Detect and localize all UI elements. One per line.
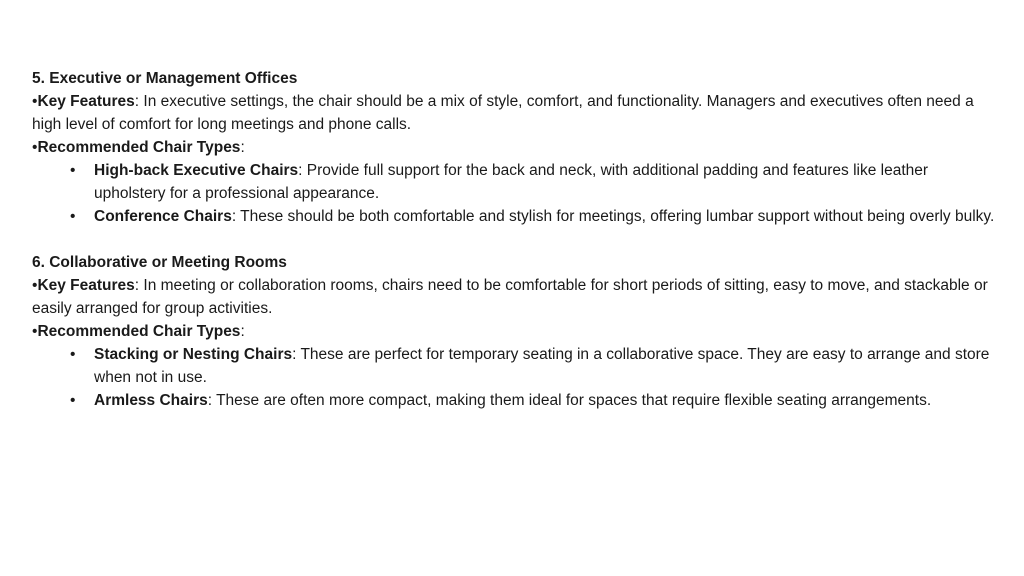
chair-type-label: High-back Executive Chairs xyxy=(94,162,299,179)
slide-content xyxy=(32,67,1000,412)
recommended-types-text: : xyxy=(240,139,245,156)
list-item xyxy=(32,389,1000,412)
chair-type-text: : These are often more compact, making them ideal for spaces that require flexible seating arrangements. xyxy=(207,392,932,409)
key-features-text: : In meeting or collaboration rooms, chairs need to be comfortable for short periods of sitting, easy to move, and stackable or easily arranged for group activities. xyxy=(32,277,988,317)
key-features-label: Key Features xyxy=(37,277,135,294)
key-features-text: : In executive settings, the chair should be a mix of style, comfort, and functionality. Managers and executives often need a high level of comfort for long meetings and phone calls. xyxy=(32,93,974,133)
recommended-types-paragraph xyxy=(32,136,1000,159)
section-title: 6. Collaborative or Meeting Rooms xyxy=(32,254,287,271)
list-item xyxy=(32,205,1000,228)
section-title: 5. Executive or Management Offices xyxy=(32,70,298,87)
key-features-paragraph xyxy=(32,90,1000,136)
section-executive-offices xyxy=(32,67,1000,228)
list-item xyxy=(32,343,1000,389)
chair-type-label: Conference Chairs xyxy=(94,208,232,225)
bullet: • xyxy=(32,277,38,294)
recommended-types-paragraph xyxy=(32,320,1000,343)
key-features-paragraph xyxy=(32,274,1000,320)
bullet: • xyxy=(32,139,38,156)
chair-type-text: : These should be both comfortable and stylish for meetings, offering lumbar support without being overly bulky. xyxy=(231,208,995,225)
chair-type-label: Armless Chairs xyxy=(94,392,208,409)
chair-type-label: Stacking or Nesting Chairs xyxy=(94,346,293,363)
bullet: • xyxy=(70,208,76,225)
bullet: • xyxy=(32,93,38,110)
list-item xyxy=(32,159,1000,205)
section-meeting-rooms xyxy=(32,251,1000,412)
section-spacer xyxy=(32,228,1000,251)
recommended-types-label: Recommended Chair Types xyxy=(37,323,241,340)
chair-type-list xyxy=(32,159,1000,228)
key-features-label: Key Features xyxy=(37,93,135,110)
recommended-types-text: : xyxy=(240,323,245,340)
bullet: • xyxy=(70,392,76,409)
chair-type-text: : Provide full support for the back and neck, with additional padding and features like leather upholstery for a professional appearance. xyxy=(94,162,929,202)
bullet: • xyxy=(32,323,38,340)
bullet: • xyxy=(70,346,76,363)
chair-type-text: : These are perfect for temporary seating in a collaborative space. They are easy to arrange and store when not in use. xyxy=(94,346,990,386)
bullet: • xyxy=(70,162,76,179)
recommended-types-label: Recommended Chair Types xyxy=(37,139,241,156)
chair-type-list xyxy=(32,343,1000,412)
